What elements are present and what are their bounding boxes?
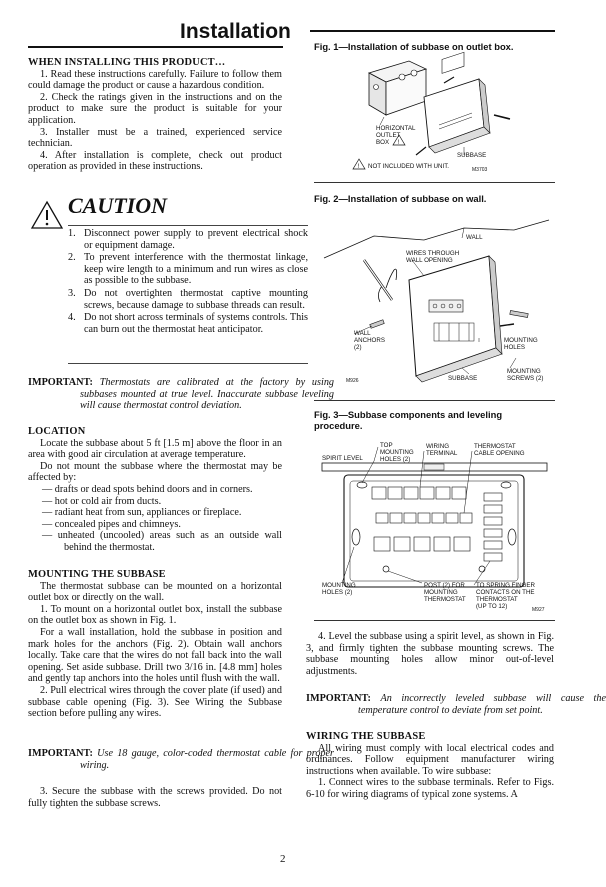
- important-label: IMPORTANT:: [28, 748, 93, 759]
- important-note: [306, 693, 606, 716]
- important-text: An incorrectly leveled subbase will cause the temperature control to deviate from set point.: [358, 693, 606, 716]
- list-item: 4. Do not short across terminals of systems controls. This can burn out the thermostat heat anticipator.: [68, 312, 308, 335]
- paragraph: 3. Installer must be a trained, experienced service technician.: [28, 126, 282, 150]
- fig3-label: MOUNTING: [380, 449, 414, 456]
- fig3-label: MOUNTING: [322, 582, 356, 589]
- fig-rule: [314, 182, 555, 183]
- fig3-label: CONTACTS ON THE: [476, 589, 535, 596]
- important-note: [28, 377, 334, 412]
- fig3-label: MOUNTING: [424, 589, 458, 596]
- fig3-caption: [314, 409, 554, 431]
- fig1-illustration: [314, 55, 554, 180]
- fig3-label: WIRING: [426, 443, 450, 450]
- fig3-caption-line: Fig. 3—Subbase components and leveling: [314, 409, 503, 420]
- section-heading: MOUNTING THE SUBBASE: [28, 569, 166, 580]
- paragraph: Locate the subbase about 5 ft [1.5 m] above the floor in an area with good air circulation at average temperature.: [28, 437, 282, 461]
- when-installing-section: [28, 57, 282, 173]
- fig2-label: MOUNTING: [507, 368, 541, 375]
- paragraph: Do not mount the subbase where the thermostat may be affected by:: [28, 460, 282, 484]
- fig2-label: ANCHORS: [354, 337, 385, 344]
- fig2-label: MOUNTING: [504, 337, 538, 344]
- paragraph: For a wall installation, hold the subbase in position and mark holes for the anchors (Fig. 2). Obtain wall anchors locally. Take care that the wires do not fall back into the wall opening. Set aside subbase. Drill two 3/16 in. [4.8 mm] holes and gently tap anchors into the holes until flush with the wall.: [28, 626, 282, 685]
- fig3-label: CABLE OPENING: [474, 450, 525, 457]
- fig1-label: SUBBASE: [457, 152, 487, 159]
- paragraph: 2. Pull electrical wires through the cover plate (if used) and subbase cable opening (Fig. 3). See Wiring the Subbase section before pulling any wires.: [28, 684, 282, 720]
- warning-icon-mark: !: [397, 140, 400, 146]
- mounting-step-3: [28, 786, 282, 809]
- fig1-caption: Fig. 1—Installation of subbase on outlet box.: [314, 41, 514, 52]
- fig1-label: OUTLET: [376, 132, 401, 139]
- fig3-caption-line: procedure.: [314, 420, 363, 431]
- page-number: 2: [280, 853, 286, 865]
- wiring-section: [306, 731, 554, 801]
- fig1-label: BOX: [376, 139, 390, 146]
- location-list: [28, 484, 282, 554]
- fig2-label: WALL: [466, 234, 483, 241]
- list-item: 3. Do not overtighten thermostat captive mounting screws, because damage to subbase threads can result.: [68, 287, 308, 311]
- caution-top-rule: [68, 225, 308, 226]
- level-step: [306, 631, 554, 677]
- fig2-label: WIRES THROUGH: [406, 250, 460, 257]
- list-item: 2. To prevent interference with the thermostat linkage, keep wire length to a minimum and run wires as close as possible to the subbase.: [68, 252, 308, 287]
- fig3-label: HOLES (2): [322, 589, 353, 596]
- fig2-label: SUBBASE: [448, 375, 478, 382]
- list-item: — radiant heat from sun, appliances or fireplace.: [42, 507, 242, 519]
- fig3-label: THERMOSTAT: [476, 596, 518, 603]
- important-text: Thermostats are calibrated at the factory by using subbases mounted at true level. Inaccurate subbase leveling will cause thermostat control deviation.: [80, 377, 335, 412]
- fig1-code: M3703: [472, 167, 488, 173]
- warning-triangle-icon: [30, 200, 64, 230]
- fig2-label: WALL: [354, 330, 371, 337]
- page-title: Installation: [180, 20, 291, 43]
- list-item: — concealed pipes and chimneys.: [42, 518, 181, 530]
- fig3-label: SPIRIT LEVEL: [322, 455, 363, 462]
- list-item: — drafts or dead spots behind doors and in corners.: [42, 483, 253, 495]
- important-label: IMPORTANT:: [28, 377, 93, 388]
- fig1-label: NOT INCLUDED WITH UNIT.: [368, 163, 450, 170]
- fig1-label: HORIZONTAL: [376, 125, 416, 132]
- paragraph: 1. Read these instructions carefully. Failure to follow them could damage the product or cause a hazardous condition.: [28, 68, 282, 92]
- fig3-label: TOP: [380, 442, 393, 449]
- fig2-label: (2): [354, 344, 362, 351]
- fig2-label: SCREWS (2): [507, 375, 544, 382]
- fig3-illustration: [314, 437, 554, 617]
- fig2-code: M926: [346, 378, 359, 384]
- section-heading: WHEN INSTALLING THIS PRODUCT…: [28, 57, 226, 68]
- title-rule: [28, 46, 283, 48]
- caution-heading: CAUTION: [68, 193, 168, 218]
- paragraph: 1. To mount on a horizontal outlet box, install the subbase on the outlet box as shown in Fig. 1.: [28, 603, 282, 627]
- fig-rule: [314, 400, 555, 401]
- important-note: [28, 748, 334, 771]
- right-top-rule: [310, 30, 555, 32]
- fig3-label: HOLES (2): [380, 456, 411, 463]
- mounting-section: [28, 569, 282, 720]
- paragraph: The thermostat subbase can be mounted on a horizontal outlet box or directly on the wall.: [28, 580, 282, 604]
- warning-icon-mark: !: [357, 164, 360, 170]
- paragraph: All wiring must comply with local electrical codes and ordinances. Follow equipment manufacturer wiring instructions when available. To wire subbase:: [306, 742, 554, 777]
- fig3-label: TERMINAL: [426, 450, 458, 457]
- important-label: IMPORTANT:: [306, 693, 371, 704]
- fig2-caption: Fig. 2—Installation of subbase on wall.: [314, 193, 487, 204]
- fig3-label: (UP TO 12): [476, 603, 508, 610]
- section-heading: WIRING THE SUBBASE: [306, 731, 426, 742]
- location-section: [28, 426, 282, 554]
- paragraph: 1. Connect wires to the subbase terminals. Refer to Figs. 6-10 for wiring diagrams of typical zone systems. A: [306, 777, 554, 800]
- list-item: — unheated (uncooled) areas such as an outside wall behind the thermostat.: [42, 530, 282, 553]
- fig3-label: THERMOSTAT: [424, 596, 466, 603]
- fig-rule: [314, 620, 555, 621]
- list-item: 1. Disconnect power supply to prevent electrical shock or equipment damage.: [68, 228, 308, 251]
- fig2-label: HOLES: [504, 344, 525, 351]
- list-item: — hot or cold air from ducts.: [42, 495, 162, 507]
- fig3-label: POST (2) FOR: [424, 582, 465, 589]
- section-heading: LOCATION: [28, 426, 86, 437]
- important-text: Use 18 gauge, color-coded thermostat cable for proper wiring.: [80, 748, 334, 771]
- paragraph: 4. Level the subbase using a spirit level, as shown in Fig. 3, and firmly tighten the subbase mounting screws. The subbase mounting holes allow minor out-of-level adjustments.: [306, 631, 554, 677]
- caution-list: [68, 228, 308, 336]
- paragraph: 4. After installation is complete, check out product operation as provided in these instructions.: [28, 149, 282, 173]
- paragraph: 3. Secure the subbase with the screws provided. Do not fully tighten the subbase screws.: [28, 786, 282, 809]
- fig3-label: TO SPRING FINGER: [476, 582, 536, 589]
- paragraph: 2. Check the ratings given in the instructions and on the product to make sure the product is suitable for your application.: [28, 91, 282, 126]
- fig2-label: WALL OPENING: [406, 257, 453, 264]
- fig3-code: M927: [532, 607, 545, 613]
- caution-bottom-rule: [68, 363, 308, 364]
- fig3-label: THERMOSTAT: [474, 443, 516, 450]
- fig2-illustration: [314, 208, 554, 398]
